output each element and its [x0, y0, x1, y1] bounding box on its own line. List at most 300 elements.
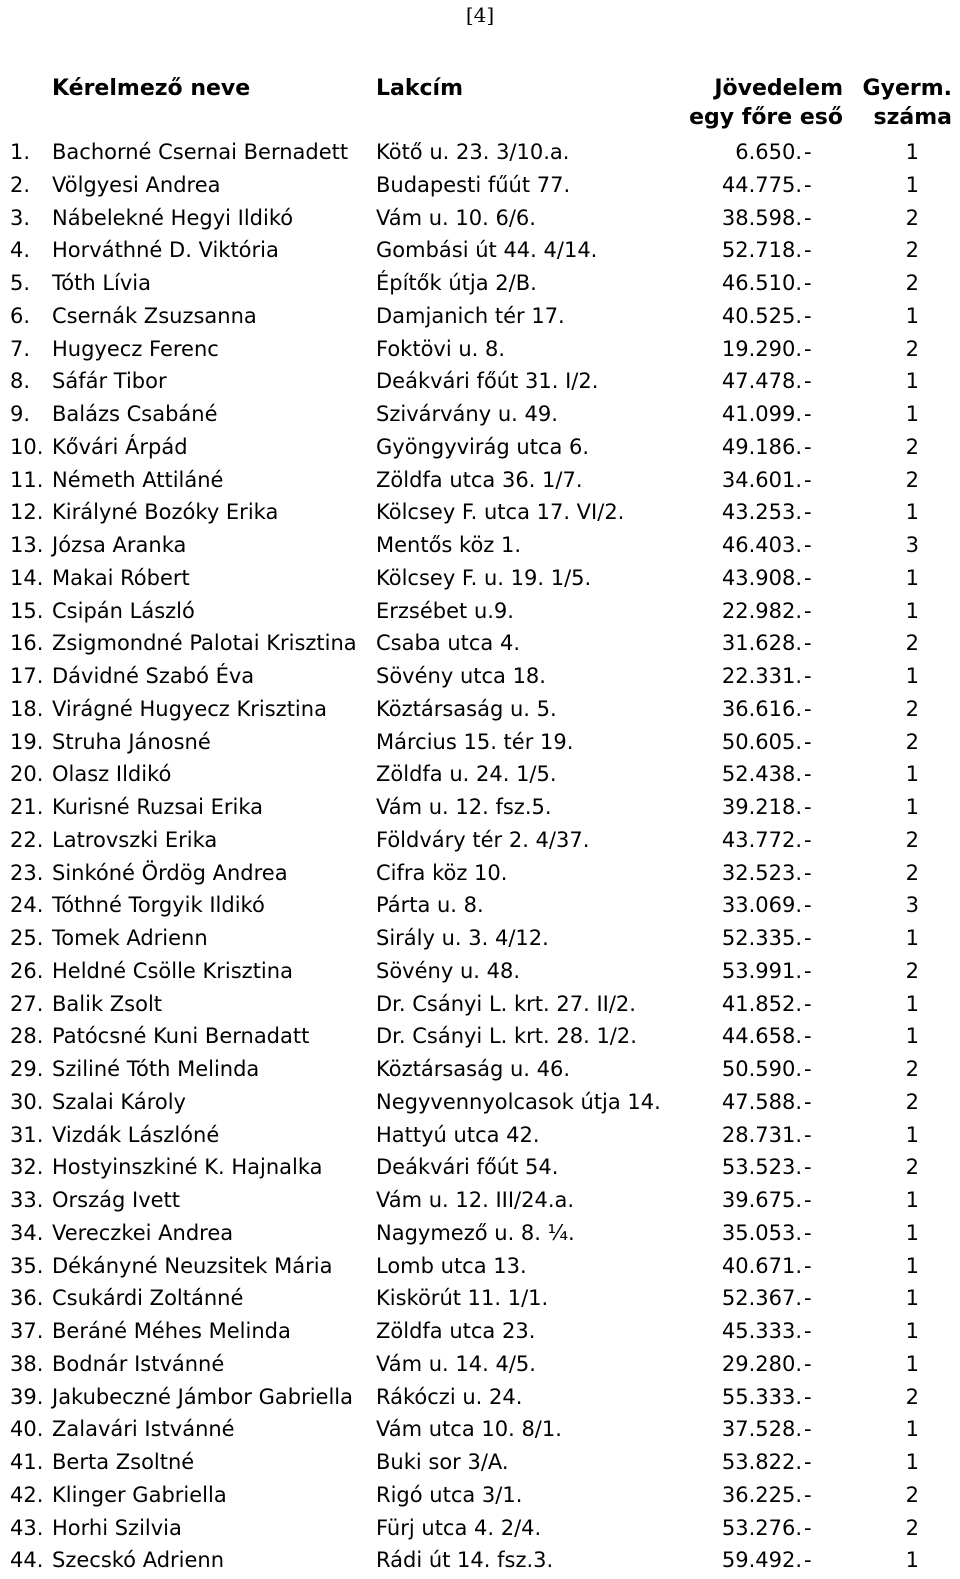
income-suffix: -	[804, 1089, 812, 1114]
income-per-capita: 35.053.	[721, 1220, 802, 1245]
table-row	[0, 267, 960, 300]
address: Szivárvány u. 49.	[376, 402, 558, 426]
applicant-table	[0, 136, 960, 1577]
applicant-name: Vizdák Lászlóné	[52, 1122, 220, 1147]
row-number: 6.	[10, 303, 31, 328]
table-row	[0, 791, 960, 824]
children-count: 1	[905, 369, 919, 394]
applicant-name: Királyné Bozóky Erika	[52, 500, 279, 525]
table-row	[0, 726, 960, 759]
row-number: 1.	[10, 140, 31, 164]
income-suffix: -	[804, 1515, 812, 1540]
income-suffix: -	[804, 303, 812, 328]
address: Vám u. 12. III/24.a.	[376, 1188, 575, 1212]
table-row	[0, 300, 960, 333]
income-per-capita: 32.523.	[721, 860, 802, 885]
table-row	[0, 988, 960, 1021]
children-count: 1	[905, 402, 919, 426]
header-income-line2: egy főre eső	[689, 105, 843, 130]
row-number: 32.	[10, 1155, 44, 1180]
address: Dr. Csányi L. krt. 28. 1/2.	[376, 1024, 637, 1049]
address: Csaba utca 4.	[376, 631, 521, 656]
income-suffix: -	[804, 795, 812, 819]
children-count: 1	[905, 172, 919, 197]
children-count: 2	[905, 631, 919, 656]
row-number: 16.	[10, 631, 44, 656]
applicant-name: Kurisné Ruzsai Erika	[52, 795, 264, 819]
income-suffix: -	[804, 762, 812, 787]
children-count: 2	[905, 1515, 919, 1540]
income-suffix: -	[804, 926, 812, 950]
row-number: 10.	[10, 434, 44, 459]
header-income-line1: Jövedelem	[714, 76, 843, 101]
row-number: 27.	[10, 991, 44, 1016]
income-suffix: -	[804, 1155, 812, 1180]
income-per-capita: 22.982.	[721, 598, 802, 623]
applicant-name: Szalai Károly	[52, 1089, 186, 1114]
table-row	[0, 660, 960, 693]
applicant-name: Zalavári Istvánné	[52, 1417, 235, 1442]
table-row	[0, 824, 960, 857]
row-number: 8.	[10, 369, 31, 394]
income-suffix: -	[804, 402, 812, 426]
table-row	[0, 595, 960, 628]
address: Nagymező u. 8. ¼.	[376, 1220, 575, 1245]
row-number: 33.	[10, 1188, 44, 1212]
table-row	[0, 1479, 960, 1512]
income-per-capita: 43.253.	[721, 500, 802, 525]
income-suffix: -	[804, 598, 812, 623]
row-number: 38.	[10, 1351, 44, 1376]
income-per-capita: 19.290.	[721, 336, 802, 361]
header-applicant-name: Kérelmező neve	[52, 76, 251, 101]
address: Buki sor 3/A.	[376, 1450, 509, 1474]
income-per-capita: 47.588.	[721, 1089, 802, 1114]
row-number: 5.	[10, 271, 31, 295]
income-per-capita: 34.601.	[721, 467, 802, 492]
address: Erzsébet u.9.	[376, 598, 514, 623]
income-suffix: -	[804, 827, 812, 852]
children-count: 1	[905, 795, 919, 819]
row-number: 13.	[10, 533, 44, 557]
header-kids-line2: száma	[873, 105, 952, 130]
applicant-name: Zsigmondné Palotai Krisztina	[52, 631, 357, 656]
table-row	[0, 431, 960, 464]
children-count: 1	[905, 565, 919, 590]
applicant-name: Vereczkei Andrea	[52, 1220, 234, 1245]
income-per-capita: 41.852.	[721, 991, 802, 1016]
income-per-capita: 46.403.	[721, 533, 802, 557]
row-number: 26.	[10, 958, 44, 983]
income-per-capita: 59.492.	[721, 1548, 802, 1573]
applicant-name: Tóth Lívia	[52, 271, 151, 295]
applicant-name: Klinger Gabriella	[52, 1482, 227, 1507]
row-number: 43.	[10, 1515, 44, 1540]
row-number: 34.	[10, 1220, 44, 1245]
income-suffix: -	[804, 434, 812, 459]
income-suffix: -	[804, 205, 812, 230]
children-count: 1	[905, 1253, 919, 1278]
income-per-capita: 36.225.	[721, 1482, 802, 1507]
income-per-capita: 44.775.	[721, 172, 802, 197]
address: Zöldfa utca 36. 1/7.	[376, 467, 583, 492]
address: Zöldfa utca 23.	[376, 1319, 536, 1343]
table-row	[0, 1282, 960, 1315]
income-suffix: -	[804, 1024, 812, 1049]
applicant-name: Horhi Szilvia	[52, 1515, 182, 1540]
applicant-name: Tomek Adrienn	[52, 926, 208, 950]
children-count: 1	[905, 991, 919, 1016]
children-count: 1	[905, 1417, 919, 1442]
applicant-name: Virágné Hugyecz Krisztina	[52, 696, 327, 721]
applicant-name: Latrovszki Erika	[52, 827, 218, 852]
table-row	[0, 1381, 960, 1414]
row-number: 23.	[10, 860, 44, 885]
income-per-capita: 53.991.	[721, 958, 802, 983]
income-suffix: -	[804, 860, 812, 885]
address: Rigó utca 3/1.	[376, 1482, 523, 1507]
address: Gombási út 44. 4/14.	[376, 238, 598, 263]
income-per-capita: 52.367.	[721, 1286, 802, 1311]
applicant-name: Hugyecz Ferenc	[52, 336, 219, 361]
income-suffix: -	[804, 1384, 812, 1409]
applicant-name: Struha Jánosné	[52, 729, 211, 754]
children-count: 2	[905, 729, 919, 754]
income-suffix: -	[804, 1417, 812, 1442]
children-count: 1	[905, 598, 919, 623]
income-per-capita: 38.598.	[721, 205, 802, 230]
applicant-name: Sáfár Tibor	[52, 369, 167, 394]
income-per-capita: 45.333.	[721, 1319, 802, 1343]
income-suffix: -	[804, 991, 812, 1016]
children-count: 1	[905, 1548, 919, 1573]
children-count: 2	[905, 238, 919, 263]
table-row	[0, 1151, 960, 1184]
applicant-name: Heldné Csölle Krisztina	[52, 958, 293, 983]
income-suffix: -	[804, 1450, 812, 1474]
table-row	[0, 1315, 960, 1348]
income-per-capita: 39.218.	[721, 795, 802, 819]
income-suffix: -	[804, 1351, 812, 1376]
children-count: 2	[905, 434, 919, 459]
income-per-capita: 22.331.	[721, 664, 802, 688]
row-number: 35.	[10, 1253, 44, 1278]
children-count: 2	[905, 205, 919, 230]
applicant-name: Csukárdi Zoltánné	[52, 1286, 244, 1311]
applicant-name: Józsa Aranka	[52, 533, 187, 557]
income-per-capita: 53.822.	[721, 1450, 802, 1474]
address: Sirály u. 3. 4/12.	[376, 926, 549, 950]
children-count: 1	[905, 303, 919, 328]
income-suffix: -	[804, 500, 812, 525]
table-row	[0, 922, 960, 955]
income-per-capita: 28.731.	[721, 1122, 802, 1147]
row-number: 29.	[10, 1057, 44, 1081]
address: Rádi út 14. fsz.3.	[376, 1548, 554, 1573]
income-per-capita: 55.333.	[721, 1384, 802, 1409]
table-row	[0, 1348, 960, 1381]
address: Március 15. tér 19.	[376, 729, 574, 754]
income-suffix: -	[804, 631, 812, 656]
table-row	[0, 693, 960, 726]
children-count: 2	[905, 467, 919, 492]
table-row	[0, 1053, 960, 1086]
address: Rákóczi u. 24.	[376, 1384, 523, 1409]
address: Földváry tér 2. 4/37.	[376, 827, 590, 852]
income-per-capita: 40.525.	[721, 303, 802, 328]
address: Sövény u. 48.	[376, 958, 520, 983]
income-per-capita: 39.675.	[721, 1188, 802, 1212]
table-row	[0, 1119, 960, 1152]
applicant-name: Völgyesi Andrea	[52, 172, 221, 197]
children-count: 2	[905, 860, 919, 885]
table-row	[0, 398, 960, 431]
children-count: 2	[905, 696, 919, 721]
row-number: 2.	[10, 172, 31, 197]
applicant-name: Balik Zsolt	[52, 991, 163, 1016]
table-row	[0, 1250, 960, 1283]
income-suffix: -	[804, 1253, 812, 1278]
income-per-capita: 53.523.	[721, 1155, 802, 1180]
children-count: 1	[905, 1286, 919, 1311]
children-count: 2	[905, 1482, 919, 1507]
address: Cifra köz 10.	[376, 860, 508, 885]
applicant-name: Beráné Méhes Melinda	[52, 1319, 291, 1343]
income-suffix: -	[804, 1220, 812, 1245]
income-suffix: -	[804, 1057, 812, 1081]
row-number: 22.	[10, 827, 44, 852]
children-count: 1	[905, 1319, 919, 1343]
table-row	[0, 758, 960, 791]
address: Sövény utca 18.	[376, 664, 546, 688]
table-row	[0, 496, 960, 529]
income-suffix: -	[804, 238, 812, 263]
income-suffix: -	[804, 271, 812, 295]
address: Vám utca 10. 8/1.	[376, 1417, 562, 1442]
children-count: 1	[905, 1122, 919, 1147]
income-suffix: -	[804, 1319, 812, 1343]
address: Hattyú utca 42.	[376, 1122, 540, 1147]
children-count: 2	[905, 1057, 919, 1081]
children-count: 1	[905, 1024, 919, 1049]
address: Gyöngyvirág utca 6.	[376, 434, 590, 459]
row-number: 20.	[10, 762, 44, 787]
table-row	[0, 857, 960, 890]
header-address: Lakcím	[376, 76, 464, 101]
children-count: 2	[905, 958, 919, 983]
row-number: 17.	[10, 664, 44, 688]
children-count: 2	[905, 1384, 919, 1409]
income-suffix: -	[804, 565, 812, 590]
row-number: 36.	[10, 1286, 44, 1311]
income-per-capita: 33.069.	[721, 893, 802, 918]
table-row	[0, 1413, 960, 1446]
header-kids-line1: Gyerm.	[862, 76, 952, 101]
table-row	[0, 1217, 960, 1250]
address: Dr. Csányi L. krt. 27. II/2.	[376, 991, 636, 1016]
row-number: 37.	[10, 1319, 44, 1343]
children-count: 2	[905, 827, 919, 852]
row-number: 44.	[10, 1548, 44, 1573]
row-number: 14.	[10, 565, 44, 590]
income-suffix: -	[804, 664, 812, 688]
income-suffix: -	[804, 893, 812, 918]
income-per-capita: 47.478.	[721, 369, 802, 394]
applicant-name: Nábelekné Hegyi Ildikó	[52, 205, 294, 230]
address: Deákvári főút 54.	[376, 1155, 559, 1180]
row-number: 12.	[10, 500, 44, 525]
table-row	[0, 464, 960, 497]
children-count: 1	[905, 140, 919, 164]
address: Zöldfa u. 24. 1/5.	[376, 762, 557, 787]
applicant-name: Balázs Csabáné	[52, 402, 218, 426]
children-count: 1	[905, 500, 919, 525]
page-number: [4]	[465, 3, 495, 27]
address: Párta u. 8.	[376, 893, 484, 918]
address: Köztársaság u. 5.	[376, 696, 557, 721]
table-row	[0, 627, 960, 660]
table-row	[0, 365, 960, 398]
applicant-name: Csipán László	[52, 598, 195, 623]
income-suffix: -	[804, 729, 812, 754]
applicant-name: Makai Róbert	[52, 565, 190, 590]
children-count: 1	[905, 1220, 919, 1245]
row-number: 7.	[10, 336, 31, 361]
children-count: 1	[905, 762, 919, 787]
applicant-name: Berta Zsoltné	[52, 1450, 195, 1474]
income-per-capita: 44.658.	[721, 1024, 802, 1049]
row-number: 19.	[10, 729, 44, 754]
table-row	[0, 333, 960, 366]
income-per-capita: 49.186.	[721, 434, 802, 459]
row-number: 3.	[10, 205, 31, 230]
row-number: 41.	[10, 1450, 44, 1474]
address: Deákvári főút 31. I/2.	[376, 369, 599, 394]
income-suffix: -	[804, 467, 812, 492]
address: Vám u. 14. 4/5.	[376, 1351, 536, 1376]
table-row	[0, 955, 960, 988]
applicant-name: Dávidné Szabó Éva	[52, 664, 255, 688]
children-count: 2	[905, 336, 919, 361]
applicant-name: Bodnár Istvánné	[52, 1351, 225, 1376]
income-per-capita: 52.438.	[721, 762, 802, 787]
applicant-name: Szecskó Adrienn	[52, 1548, 225, 1573]
table-row	[0, 1512, 960, 1545]
address: Fürj utca 4. 2/4.	[376, 1515, 542, 1540]
address: Vám u. 12. fsz.5.	[376, 795, 552, 819]
income-per-capita: 40.671.	[721, 1253, 802, 1278]
income-suffix: -	[804, 369, 812, 394]
row-number: 4.	[10, 238, 31, 263]
income-per-capita: 41.099.	[721, 402, 802, 426]
address: Foktövi u. 8.	[376, 336, 506, 361]
applicant-name: Jakubeczné Jámbor Gabriella	[52, 1384, 354, 1409]
table-row	[0, 1184, 960, 1217]
income-suffix: -	[804, 172, 812, 197]
table-row	[0, 202, 960, 235]
applicant-name: Sziliné Tóth Melinda	[52, 1057, 260, 1081]
applicant-name: Patócsné Kuni Bernadatt	[52, 1024, 310, 1049]
applicant-name: Bachorné Csernai Bernadett	[52, 140, 349, 164]
income-per-capita: 36.616.	[721, 696, 802, 721]
table-row	[0, 1086, 960, 1119]
applicant-name: Olasz Ildikó	[52, 762, 172, 787]
children-count: 2	[905, 1155, 919, 1180]
row-number: 30.	[10, 1089, 44, 1114]
income-per-capita: 52.718.	[721, 238, 802, 263]
table-row	[0, 562, 960, 595]
row-number: 18.	[10, 696, 44, 721]
income-per-capita: 50.605.	[721, 729, 802, 754]
address: Kiskörút 11. 1/1.	[376, 1286, 549, 1311]
income-per-capita: 46.510.	[721, 271, 802, 295]
income-suffix: -	[804, 1122, 812, 1147]
table-row	[0, 1446, 960, 1479]
header-children-count	[863, 74, 952, 132]
address: Negyvennyolcasok útja 14.	[376, 1089, 661, 1114]
applicant-name: Horváthné D. Viktória	[52, 238, 279, 263]
applicant-name: Németh Attiláné	[52, 467, 224, 492]
address: Damjanich tér 17.	[376, 303, 565, 328]
applicant-name: Dékányné Neuzsitek Mária	[52, 1253, 333, 1278]
income-suffix: -	[804, 1188, 812, 1212]
applicant-name: Tóthné Torgyik Ildikó	[52, 893, 265, 918]
address: Köztársaság u. 46.	[376, 1057, 571, 1081]
row-number: 25.	[10, 926, 44, 950]
applicant-name: Sinkóné Ördög Andrea	[52, 860, 288, 885]
table-row	[0, 169, 960, 202]
income-per-capita: 53.276.	[721, 1515, 802, 1540]
row-number: 40.	[10, 1417, 44, 1442]
table-row	[0, 136, 960, 169]
header-income	[689, 74, 843, 132]
income-suffix: -	[804, 1286, 812, 1311]
income-per-capita: 52.335.	[721, 926, 802, 950]
income-suffix: -	[804, 140, 812, 164]
children-count: 2	[905, 271, 919, 295]
address: Mentős köz 1.	[376, 533, 522, 557]
row-number: 28.	[10, 1024, 44, 1049]
address: Lomb utca 13.	[376, 1253, 527, 1278]
children-count: 1	[905, 1450, 919, 1474]
income-per-capita: 43.908.	[721, 565, 802, 590]
address: Budapesti fűút 77.	[376, 172, 571, 197]
address: Kölcsey F. u. 19. 1/5.	[376, 565, 592, 590]
table-row	[0, 889, 960, 922]
row-number: 39.	[10, 1384, 44, 1409]
children-count: 1	[905, 664, 919, 688]
children-count: 1	[905, 926, 919, 950]
address: Vám u. 10. 6/6.	[376, 205, 536, 230]
row-number: 21.	[10, 795, 44, 819]
row-number: 15.	[10, 598, 44, 623]
children-count: 1	[905, 1188, 919, 1212]
income-per-capita: 31.628.	[721, 631, 802, 656]
row-number: 24.	[10, 893, 44, 918]
address: Építők útja 2/B.	[376, 271, 537, 295]
address: Kötő u. 23. 3/10.a.	[376, 140, 570, 164]
income-suffix: -	[804, 696, 812, 721]
children-count: 3	[905, 893, 919, 918]
table-row	[0, 529, 960, 562]
row-number: 42.	[10, 1482, 44, 1507]
children-count: 3	[905, 533, 919, 557]
row-number: 11.	[10, 467, 44, 492]
income-suffix: -	[804, 958, 812, 983]
row-number: 9.	[10, 402, 31, 426]
income-per-capita: 6.650.	[735, 140, 802, 164]
table-row	[0, 1020, 960, 1053]
